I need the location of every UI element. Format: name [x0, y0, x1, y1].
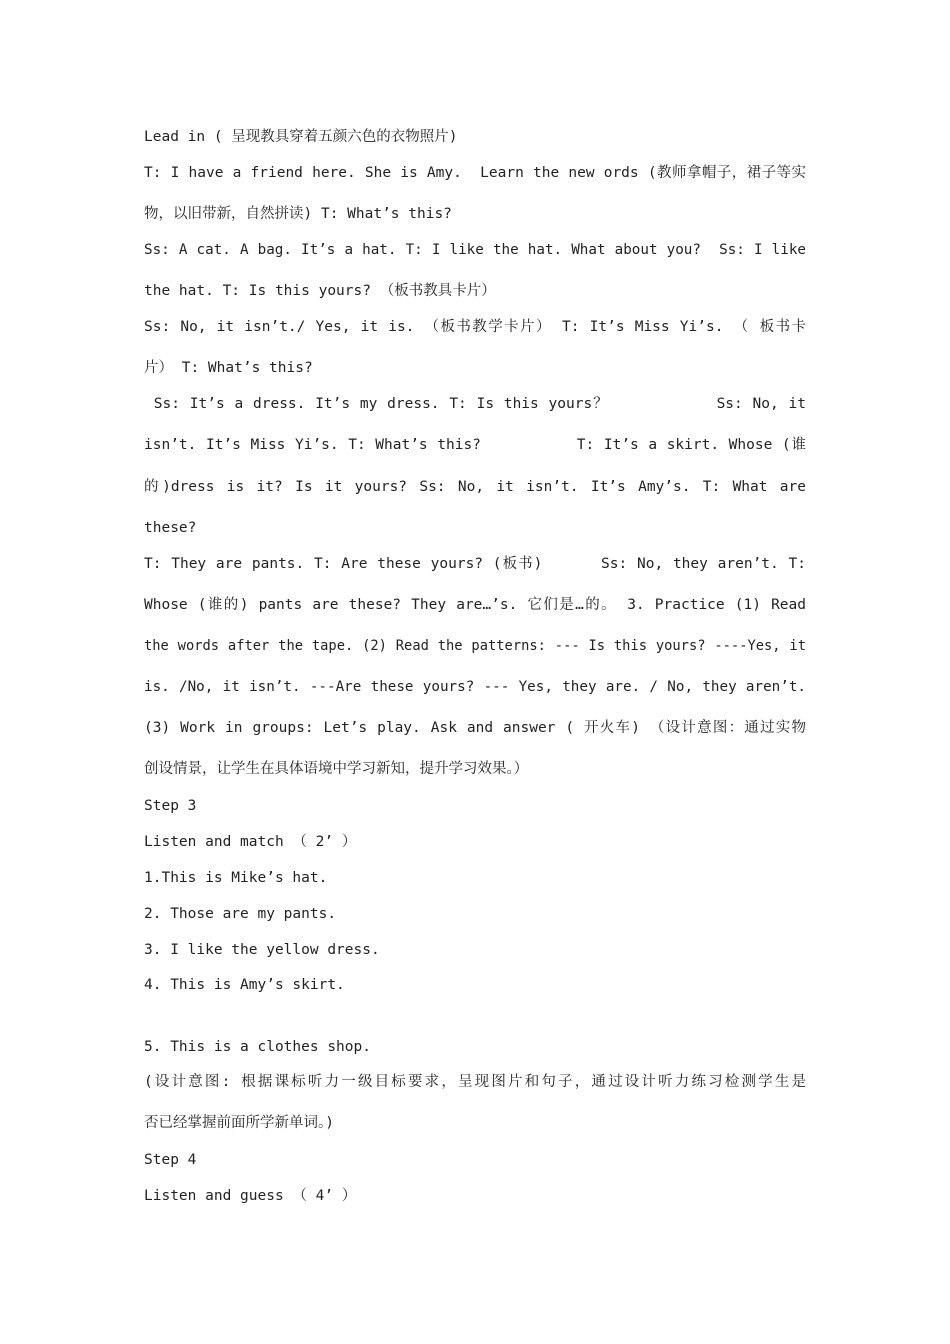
- list-item: 3. I like the yellow dress.: [144, 942, 380, 958]
- text-line: T: They are pants. T: Are these yours? (板书) Ss: No, they aren’t. T:: [144, 556, 806, 572]
- text-line: 创设情景，让学生在具体语境中学习新知，提升学习效果。）: [144, 761, 529, 777]
- text-line: T: I have a friend here. She is Amy. Learn the new ords (教师拿帽子，裙子等实: [144, 165, 806, 181]
- section-heading: Step 4: [144, 1152, 197, 1168]
- text-line: 的)dress is it? Is it yours? Ss: No, it isn’t. It’s Amy’s. T: What are: [144, 479, 806, 495]
- text-line: Ss: No, it isn’t./ Yes, it is. （板书教学卡片） T: It’s Miss Yi’s. （ 板书卡: [144, 319, 806, 335]
- text-line: Ss: It’s a dress. It’s my dress. T: Is this yours？ Ss: No, it: [144, 396, 806, 412]
- text-line: Listen and guess （ 4’ ）: [144, 1188, 357, 1204]
- text-line: (3) Work in groups: Let’s play. Ask and answer ( 开火车) （设计意图：通过实物: [144, 720, 806, 736]
- text-line: 物，以旧带新，自然拼读) T: What’s this?: [144, 206, 452, 222]
- text-line: Listen and match （ 2’ ）: [144, 834, 357, 850]
- list-item: 2. Those are my pants.: [144, 906, 337, 922]
- text-line: Whose (谁的) pants are these? They are…’s. 它们是…的。 3. Practice (1) Read: [144, 597, 806, 613]
- list-item: 5. This is a clothes shop.: [144, 1039, 371, 1055]
- text-line: the words after the tape. (2) Read the patterns: --- Is this yours? ----Yes, it: [144, 638, 806, 654]
- section-heading: Step 3: [144, 798, 197, 814]
- text-line: the hat. T: Is this yours? （板书教具卡片）: [144, 283, 496, 299]
- text-line: isn’t. It’s Miss Yi’s. T: What’s this? T: It’s a skirt. Whose (谁: [144, 437, 806, 453]
- text-line: Ss: A cat. A bag. It’s a hat. T: I like the hat. What about you? Ss: I like: [144, 242, 806, 258]
- text-line: is. /No, it isn’t. ---Are these yours? --- Yes, they are. / No, they aren’t.: [144, 679, 806, 695]
- text-line: 否已经掌握前面所学新单词。): [144, 1115, 334, 1131]
- list-item: 1.This is Mike’s hat.: [144, 870, 328, 886]
- text-line: 片） T: What’s this?: [144, 360, 313, 376]
- text-line: Lead in ( 呈现教具穿着五颜六色的衣物照片): [144, 129, 458, 145]
- text-line: these?: [144, 520, 197, 536]
- list-item: 4. This is Amy’s skirt.: [144, 977, 345, 993]
- text-line: (设计意图: 根据课标听力一级目标要求，呈现图片和句子，通过设计听力练习检测学生是: [144, 1074, 806, 1090]
